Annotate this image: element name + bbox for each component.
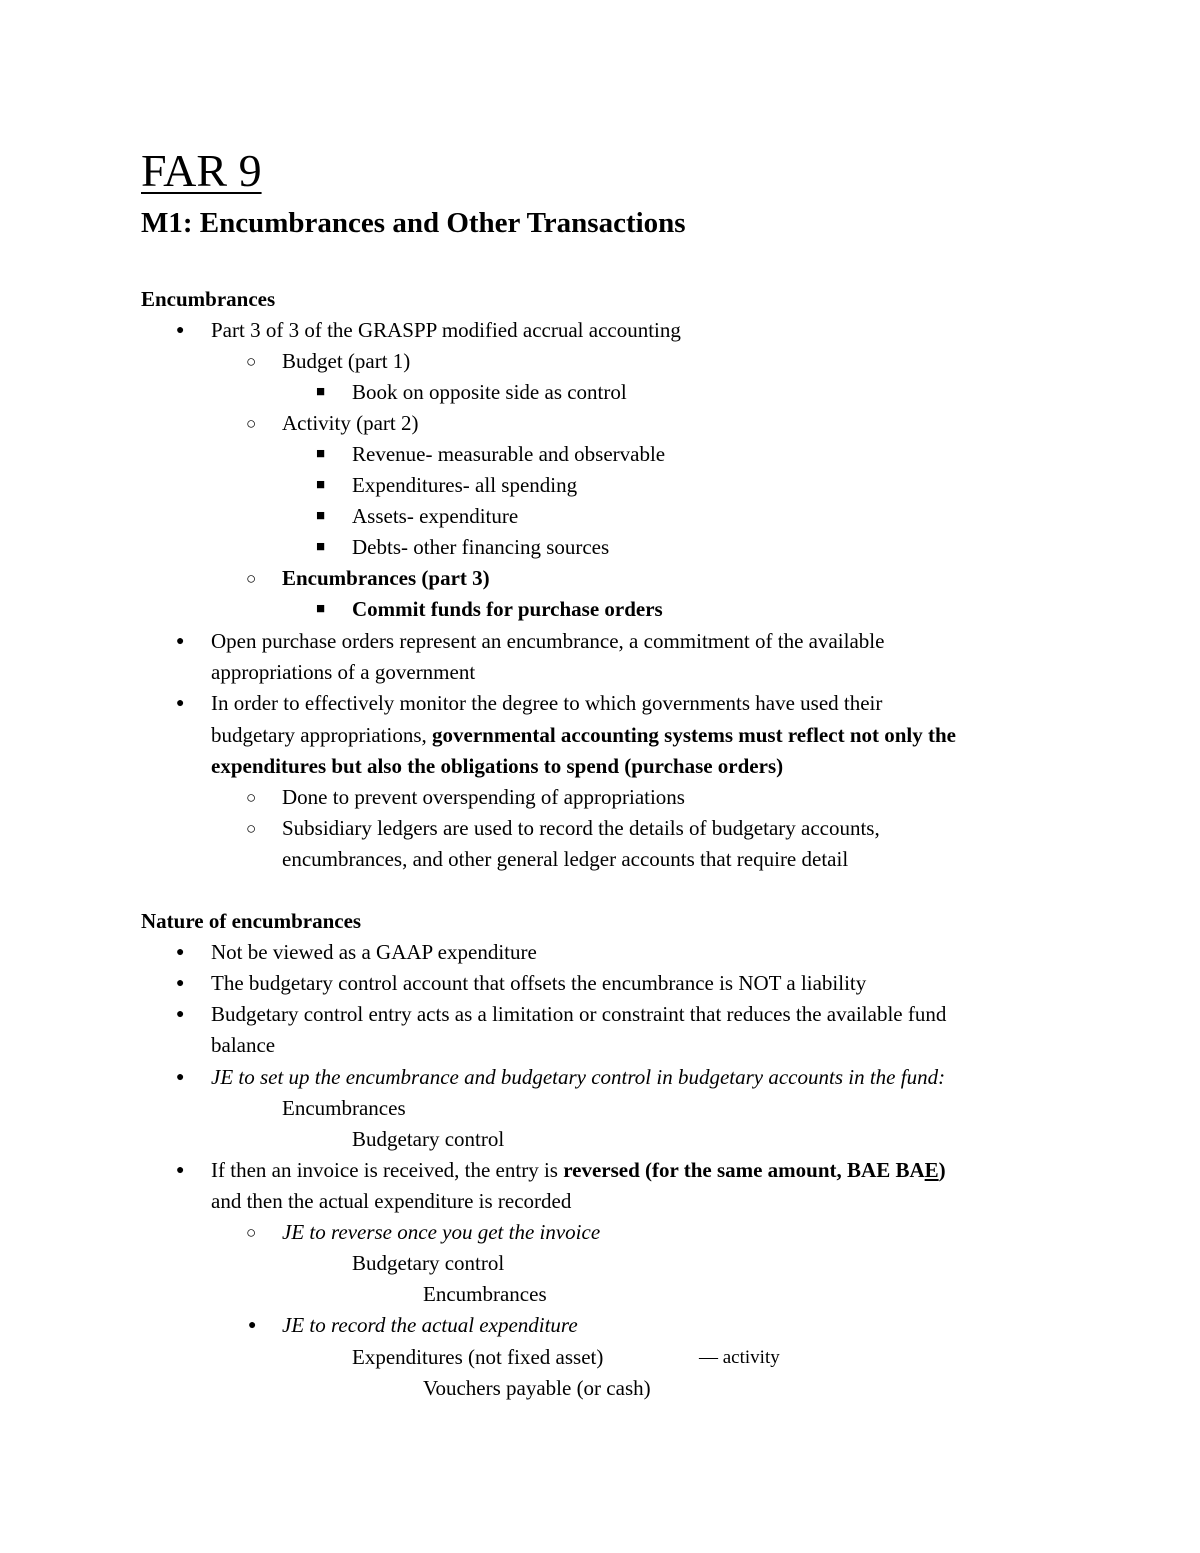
- journal-entry-note: — activity: [699, 1347, 780, 1368]
- section-heading-encumbrances: Encumbrances: [141, 287, 276, 311]
- list-item: [211, 1155, 946, 1186]
- bullet-square: ■: [316, 384, 326, 400]
- text-bold: governmental accounting systems must reflect not only the: [432, 723, 956, 747]
- page-title: FAR 9: [141, 145, 262, 196]
- journal-entry-debit: Encumbrances: [282, 1096, 406, 1120]
- journal-entry-credit: Budgetary control: [352, 1127, 505, 1151]
- list-item-continuation: and then the actual expenditure is recorded: [211, 1189, 572, 1213]
- list-item-continuation: encumbrances, and other general ledger accounts that require detail: [282, 847, 849, 871]
- bullet-circle: ○: [246, 819, 257, 838]
- list-item: Subsidiary ledgers are used to record the details of budgetary accounts,: [282, 816, 880, 840]
- bullet-circle: ○: [246, 352, 257, 371]
- list-item: Encumbrances (part 3): [282, 566, 490, 590]
- list-item-continuation: appropriations of a government: [211, 660, 476, 684]
- list-item: Book on opposite side as control: [352, 380, 627, 404]
- bullet-dot: ●: [248, 1318, 257, 1333]
- list-item: Done to prevent overspending of appropriations: [282, 785, 685, 809]
- text-plain: If then an invoice is received, the entry is: [211, 1158, 564, 1182]
- journal-entry-debit: Budgetary control: [352, 1251, 505, 1275]
- section-heading-nature: Nature of encumbrances: [141, 909, 362, 933]
- bullet-circle: ○: [246, 788, 257, 807]
- list-item: Budgetary control entry acts as a limitation or constraint that reduces the available fund: [211, 1002, 947, 1026]
- text-bold: reversed (for the same amount, BAE BA: [563, 1158, 925, 1182]
- list-item: Expenditures- all spending: [352, 473, 578, 497]
- text-plain: budgetary appropriations,: [211, 723, 433, 747]
- bullet-circle: ○: [246, 414, 257, 433]
- list-item: JE to reverse once you get the invoice: [282, 1220, 601, 1244]
- list-item: Not be viewed as a GAAP expenditure: [211, 940, 537, 964]
- list-item: In order to effectively monitor the degree to which governments have used their: [211, 691, 883, 715]
- bullet-dot: ●: [176, 945, 185, 960]
- bullet-dot: ●: [176, 976, 185, 991]
- journal-entry-credit: Vouchers payable (or cash): [423, 1376, 651, 1400]
- list-item: Commit funds for purchase orders: [352, 597, 663, 621]
- bullet-dot: ●: [176, 1007, 185, 1022]
- list-item: Activity (part 2): [282, 411, 419, 435]
- list-item: Budget (part 1): [282, 349, 411, 373]
- bullet-dot: ●: [176, 696, 185, 711]
- journal-entry-debit: Expenditures (not fixed asset): [352, 1345, 604, 1369]
- list-item: Debts- other financing sources: [352, 535, 610, 559]
- text-bold: ): [938, 1158, 946, 1182]
- bullet-dot: ●: [176, 634, 185, 649]
- bullet-square: ■: [316, 477, 326, 493]
- bullet-square: ■: [316, 539, 326, 555]
- list-item: Part 3 of 3 of the GRASPP modified accrual accounting: [211, 318, 681, 342]
- bullet-dot: ●: [176, 1070, 185, 1085]
- journal-entry-credit: Encumbrances: [423, 1282, 547, 1306]
- bullet-square: ■: [316, 601, 326, 617]
- list-item: Open purchase orders represent an encumbrance, a commitment of the available: [211, 629, 885, 653]
- bullet-square: ■: [316, 508, 326, 524]
- bullet-dot: ●: [176, 323, 185, 338]
- list-item: JE to set up the encumbrance and budgetary control in budgetary accounts in the fund:: [211, 1065, 946, 1089]
- list-item: Revenue- measurable and observable: [352, 442, 666, 466]
- list-item: The budgetary control account that offsets the encumbrance is NOT a liability: [211, 971, 867, 995]
- text-bold-underlined: E: [924, 1158, 939, 1182]
- list-item-continuation: balance: [211, 1033, 276, 1057]
- list-item: Assets- expenditure: [352, 504, 519, 528]
- list-item-continuation: [211, 720, 956, 751]
- bullet-square: ■: [316, 446, 326, 462]
- list-item-continuation: expenditures but also the obligations to spend (purchase orders): [211, 754, 784, 778]
- bullet-circle: ○: [246, 1223, 257, 1242]
- page-subtitle: M1: Encumbrances and Other Transactions: [141, 207, 686, 239]
- bullet-dot: ●: [176, 1163, 185, 1178]
- bullet-circle: ○: [246, 569, 257, 588]
- list-item: JE to record the actual expenditure: [282, 1313, 578, 1337]
